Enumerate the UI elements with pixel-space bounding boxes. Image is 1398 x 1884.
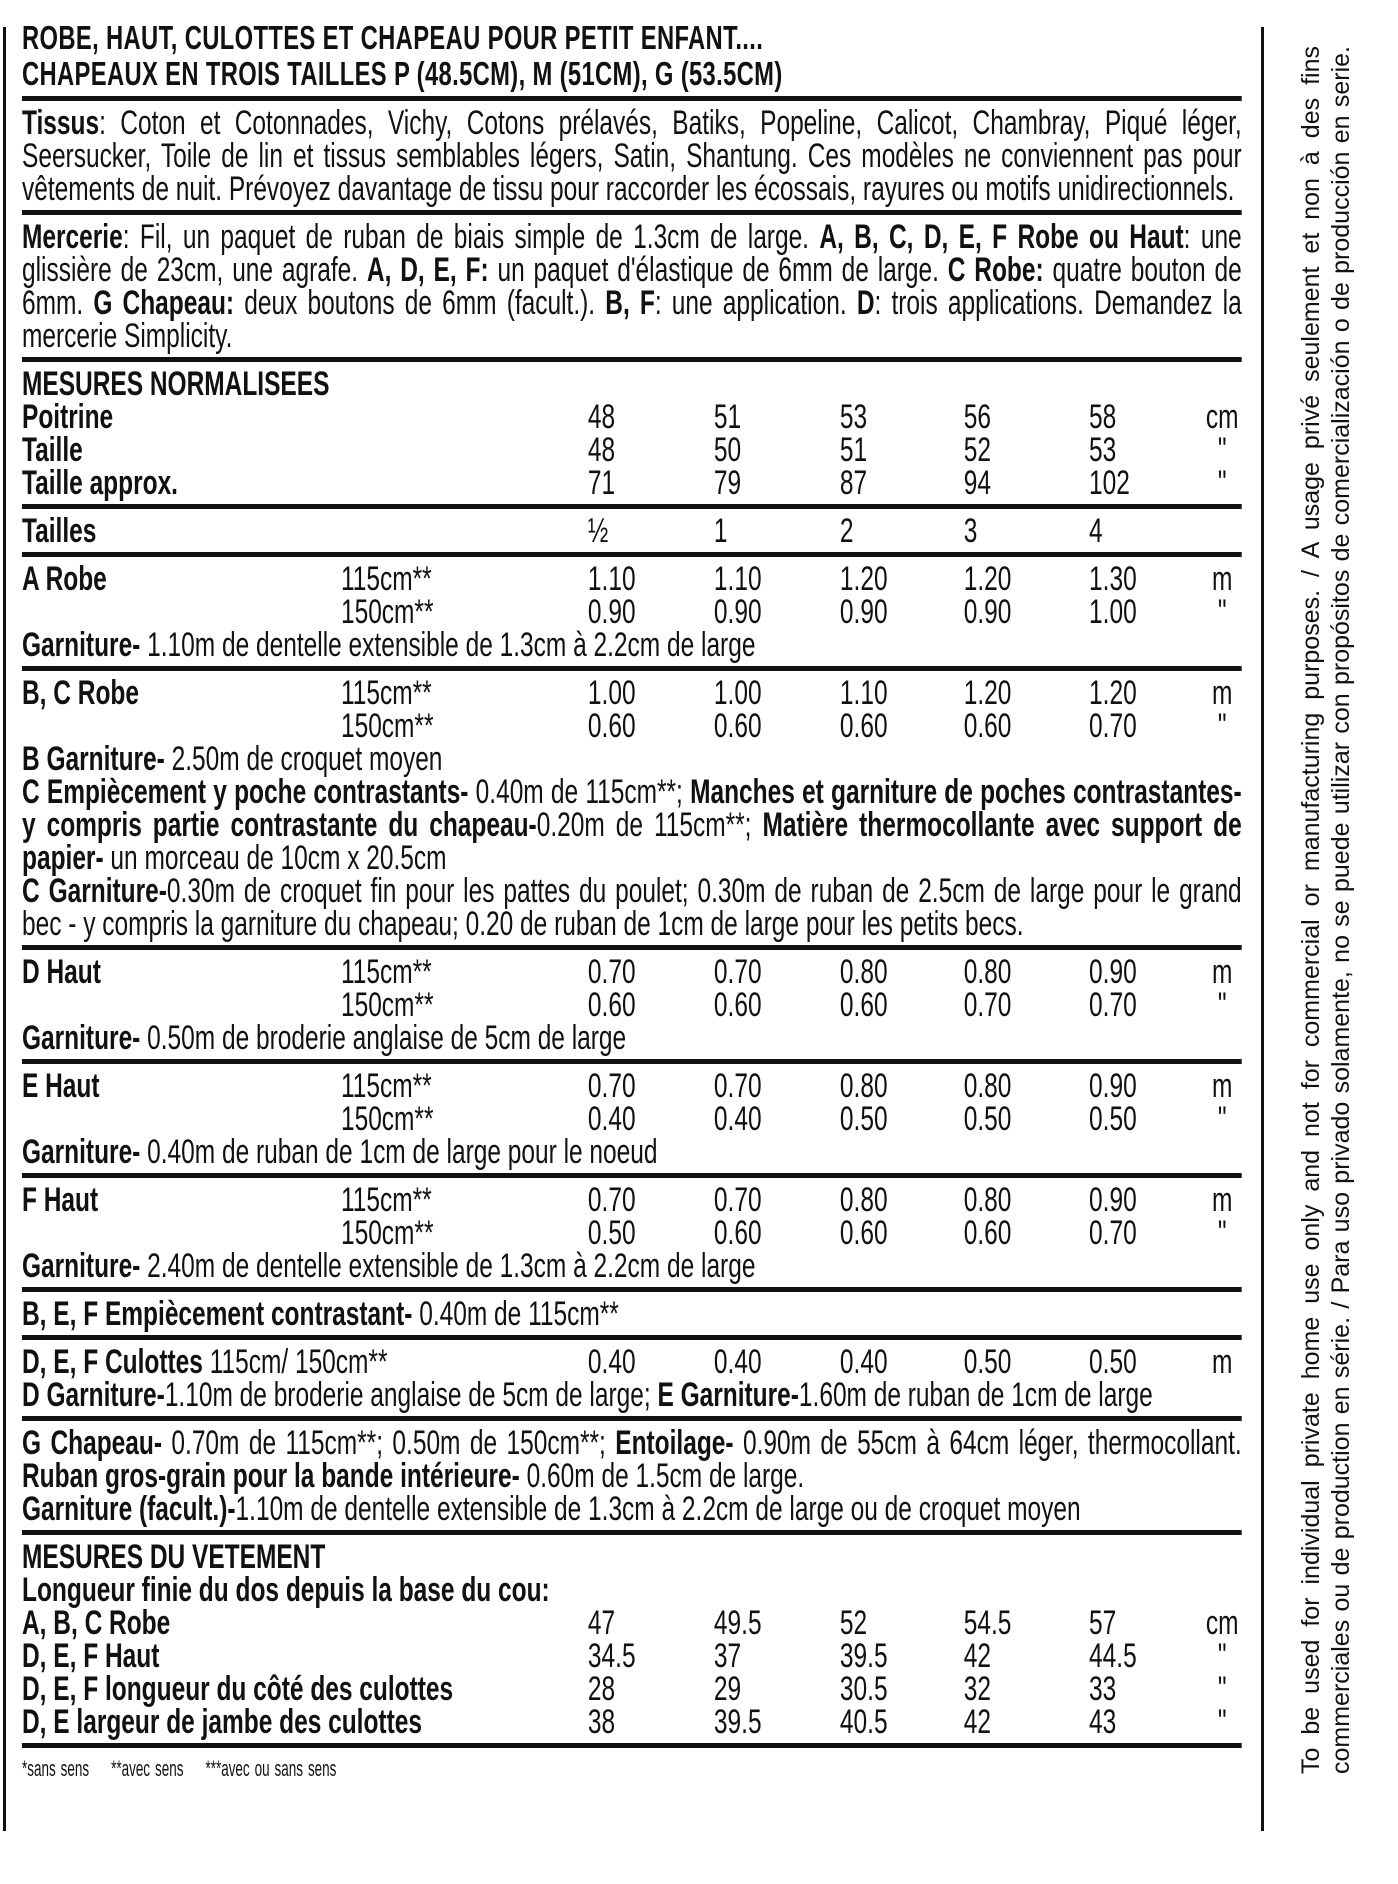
row-label-text: Poitrine <box>22 398 114 436</box>
unit: cm <box>1205 1604 1239 1642</box>
size-value: 0.70 <box>1089 986 1137 1024</box>
size-value: 0.60 <box>839 986 888 1024</box>
size-value: 50 <box>713 431 742 469</box>
fabric-width: 115cm** <box>340 953 432 991</box>
note-label: Manches et garniture de poches contrastantes- y compris partie contrastante du chapeau- <box>22 773 1242 844</box>
row-label-text: D, E, F longueur du côté des culottes <box>22 1670 454 1708</box>
size-value: 48 <box>587 431 616 469</box>
size-value: 0.80 <box>963 1067 1012 1105</box>
note-paragraph <box>22 1133 1242 1171</box>
note-label: C Robe: <box>947 251 1044 289</box>
fabric-width: 115cm** <box>340 560 432 598</box>
size-value: 51 <box>839 431 868 469</box>
note-paragraph <box>22 872 1242 943</box>
size-value: ½ <box>587 512 609 550</box>
size-value: 54.5 <box>963 1604 1012 1642</box>
note-label: B, E, F Empiècement contrastant- <box>22 1295 413 1333</box>
row-label <box>22 1067 100 1105</box>
table-row <box>22 398 1242 436</box>
size-value: 4 <box>1089 512 1103 550</box>
row-label-text: D, E, F Culottes <box>22 1343 203 1381</box>
size-value: 0.70 <box>713 953 762 991</box>
table-row <box>22 1181 1242 1219</box>
row-label-text: Taille approx. <box>22 464 178 502</box>
note-label: B Garniture- <box>22 740 165 778</box>
fabric-width: 150cm** <box>340 593 434 631</box>
section-heading: MESURES NORMALISEES <box>22 365 330 403</box>
table-row <box>22 1703 1242 1741</box>
section <box>22 362 1242 509</box>
section <box>22 1064 1242 1178</box>
size-value: 44.5 <box>1089 1637 1137 1675</box>
row-label <box>22 1637 160 1675</box>
size-value: 1.30 <box>1089 560 1137 598</box>
note-label: G Chapeau: <box>93 284 235 322</box>
size-value: 0.60 <box>587 986 636 1024</box>
size-value: 0.40 <box>587 1343 636 1381</box>
section-heading: MESURES DU VETEMENT <box>22 1538 326 1576</box>
table-row <box>22 512 1242 550</box>
size-value: 0.60 <box>963 707 1012 745</box>
note-text: 1.10m de dentelle extensible de 1.3cm à 2.2cm de large ou de croquet moyen <box>235 1490 1081 1528</box>
section <box>22 557 1242 671</box>
note-paragraph <box>22 740 1242 778</box>
size-value: 58 <box>1089 398 1117 436</box>
size-value: 48 <box>587 398 616 436</box>
size-value: 0.80 <box>963 1181 1012 1219</box>
section <box>22 101 1242 215</box>
size-value: 0.60 <box>839 1214 888 1252</box>
unit: " <box>1217 431 1227 469</box>
size-value: 0.70 <box>587 1181 636 1219</box>
table-row <box>22 431 1242 469</box>
section <box>22 1178 1242 1292</box>
unit: " <box>1217 593 1227 631</box>
note-text: : trois applications. Demandez la mercerie Simplicity. <box>22 284 1242 355</box>
note-label: G Chapeau- <box>22 1424 162 1462</box>
title-line-1: ROBE, HAUT, CULOTTES ET CHAPEAU POUR PETIT ENFANT.... <box>22 19 764 56</box>
size-value: 33 <box>1089 1670 1117 1708</box>
note-label: Garniture- <box>22 1019 141 1057</box>
size-value: 102 <box>1089 464 1130 502</box>
note-text: 0.40m de 115cm**; <box>468 773 691 811</box>
row-label <box>22 953 101 991</box>
note-text: 2.50m de croquet moyen <box>164 740 443 778</box>
section <box>22 950 1242 1064</box>
size-value: 1.20 <box>963 560 1012 598</box>
table-row <box>22 593 1242 631</box>
size-value: 0.90 <box>1089 1181 1137 1219</box>
unit: m <box>1212 953 1233 991</box>
size-value: 1.10 <box>839 674 888 712</box>
note-label: C Empiècement y poche contrastants- <box>22 773 469 811</box>
note-label: D Garniture- <box>22 1376 165 1414</box>
footer-legend-item: ***avec ou sans sens <box>205 1756 337 1781</box>
note-text: 0.40m de 115cm** <box>412 1295 619 1333</box>
size-value: 87 <box>839 464 868 502</box>
note-label: A, B, C, D, E, F Robe ou Haut <box>819 218 1184 256</box>
section <box>22 1535 1242 1748</box>
size-value: 39.5 <box>713 1703 762 1741</box>
size-value: 0.50 <box>839 1100 888 1138</box>
size-value: 42 <box>963 1637 991 1675</box>
size-value: 0.70 <box>713 1181 762 1219</box>
table-row <box>22 464 1242 502</box>
note-paragraph <box>22 104 1242 208</box>
section <box>22 1421 1242 1535</box>
table-row <box>22 1067 1242 1105</box>
note-label: Matière thermocollante avec support de papier- <box>22 806 1242 877</box>
note-paragraph <box>22 626 1242 664</box>
size-value: 1.20 <box>1089 674 1137 712</box>
row-label-text: D, E largeur de jambe des culottes <box>22 1703 422 1741</box>
size-value: 51 <box>713 398 742 436</box>
row-label-text: F Haut <box>22 1181 99 1219</box>
row-label-text: E Haut <box>22 1067 100 1105</box>
size-value: 1.00 <box>1089 593 1137 631</box>
note-text: 0.40m de ruban de 1cm de large pour le noeud <box>140 1133 658 1171</box>
table-row <box>22 1343 1242 1381</box>
size-value: 0.60 <box>963 1214 1012 1252</box>
fabric-width: 150cm** <box>340 1100 434 1138</box>
footer-legend <box>22 1748 1059 1782</box>
table-row <box>22 707 1242 745</box>
note-text: 0.20m de 115cm**; <box>536 806 763 844</box>
size-value: 49.5 <box>713 1604 762 1642</box>
table-row <box>22 1214 1242 1252</box>
size-value: 0.70 <box>1089 1214 1137 1252</box>
note-text: un morceau de 10cm x 20.5cm <box>103 839 447 877</box>
note-text: 2.40m de dentelle extensible de 1.3cm à 2.2cm de large <box>140 1247 756 1285</box>
section <box>22 1340 1242 1421</box>
size-value: 0.90 <box>839 593 888 631</box>
unit: " <box>1217 1670 1227 1708</box>
note-paragraph <box>22 1295 1242 1333</box>
note-text: : une application. <box>654 284 857 322</box>
size-value: 0.80 <box>963 953 1012 991</box>
size-value: 0.90 <box>963 593 1012 631</box>
row-label-text: D Haut <box>22 953 101 991</box>
row-label <box>22 1670 454 1708</box>
row-label <box>22 1181 99 1219</box>
size-value: 0.70 <box>963 986 1012 1024</box>
size-value: 0.60 <box>713 986 762 1024</box>
unit: " <box>1217 1637 1227 1675</box>
row-label-text: A, B, C Robe <box>22 1604 171 1642</box>
right-border <box>1261 27 1264 1831</box>
unit: m <box>1212 674 1233 712</box>
size-value: 1.10 <box>713 560 762 598</box>
size-value: 0.40 <box>713 1343 762 1381</box>
footer-legend-item: **avec sens <box>111 1756 184 1781</box>
table-row <box>22 1670 1242 1708</box>
size-value: 0.60 <box>713 1214 762 1252</box>
size-value: 0.60 <box>713 707 762 745</box>
note-text: : Fil, un paquet de ruban de biais simple de 1.3cm de large. <box>122 218 820 256</box>
unit: " <box>1217 986 1227 1024</box>
note-text: 0.60m de 1.5cm de large. <box>519 1457 805 1495</box>
size-value: 0.70 <box>587 1067 636 1105</box>
size-value: 0.60 <box>587 707 636 745</box>
size-value: 0.50 <box>587 1214 636 1252</box>
row-label-text: D, E, F Haut <box>22 1637 160 1675</box>
note-paragraph <box>22 1019 1242 1057</box>
size-value: 0.90 <box>713 593 762 631</box>
title-line-2: CHAPEAUX EN TROIS TAILLES P (48.5CM), M (51CM), G (53.5CM) <box>22 55 783 92</box>
size-value: 47 <box>587 1604 616 1642</box>
size-value: 0.40 <box>839 1343 888 1381</box>
size-value: 0.90 <box>1089 953 1137 991</box>
section-subheading: Longueur finie du dos depuis la base du cou: <box>22 1571 550 1609</box>
sections <box>22 101 1242 1748</box>
unit: m <box>1212 1343 1233 1381</box>
unit: m <box>1212 1181 1233 1219</box>
size-value: 94 <box>963 464 991 502</box>
fabric-width: 150cm** <box>340 1214 434 1252</box>
table-row <box>22 674 1242 712</box>
table-row <box>22 1100 1242 1138</box>
size-value: 1 <box>713 512 728 550</box>
table-row <box>22 560 1242 598</box>
unit: " <box>1217 1214 1227 1252</box>
size-value: 32 <box>963 1670 991 1708</box>
fabric-width: 150cm** <box>340 986 434 1024</box>
size-value: 0.80 <box>839 953 888 991</box>
size-value: 28 <box>587 1670 616 1708</box>
note-label: Garniture- <box>22 1247 141 1285</box>
size-value: 53 <box>1089 431 1117 469</box>
row-label <box>22 464 178 502</box>
note-paragraph <box>22 1424 1242 1495</box>
size-value: 0.40 <box>587 1100 636 1138</box>
size-value: 0.60 <box>839 707 888 745</box>
note-text: quatre bouton de 6mm. <box>22 251 1242 322</box>
size-value: 53 <box>839 398 868 436</box>
usage-notice-line-2: commerciales ou de production en série. / Para uso privado solamente, no se puede utilizar con propósitos de comercialización o de producción en serie. <box>1327 46 1355 1774</box>
size-value: 1.00 <box>713 674 762 712</box>
table-row <box>22 953 1242 991</box>
note-text: : une glissière de 23cm, une agrafe. <box>22 218 1242 289</box>
usage-notice <box>1296 46 1366 1774</box>
note-label: Garniture (facult.)- <box>22 1490 236 1528</box>
note-label: Ruban gros-grain pour la bande intérieure- <box>22 1457 520 1495</box>
fabric-width: 115cm** <box>340 674 432 712</box>
note-text: 0.50m de broderie anglaise de 5cm de large <box>140 1019 627 1057</box>
size-value: 0.80 <box>839 1181 888 1219</box>
row-label <box>22 1604 171 1642</box>
fabric-width: 115cm** <box>340 1067 432 1105</box>
row-label-text: B, C Robe <box>22 674 139 712</box>
page-title <box>22 20 1242 101</box>
size-value: 56 <box>963 398 991 436</box>
note-label: Garniture- <box>22 1133 141 1171</box>
size-value: 0.50 <box>1089 1343 1137 1381</box>
size-value: 52 <box>963 431 991 469</box>
note-paragraph <box>22 218 1242 355</box>
pattern-back-content <box>22 20 1242 1782</box>
size-value: 1.20 <box>839 560 888 598</box>
note-text: deux boutons de 6mm (facult.). <box>234 284 606 322</box>
row-label <box>22 431 83 469</box>
section <box>22 1292 1242 1340</box>
size-value: 1.00 <box>587 674 636 712</box>
row-width-label: 115cm/ 150cm** <box>202 1343 388 1381</box>
note-label: Mercerie <box>22 218 123 256</box>
unit: m <box>1212 1067 1233 1105</box>
size-value: 52 <box>839 1604 868 1642</box>
note-paragraph <box>22 1247 1242 1285</box>
size-value: 38 <box>587 1703 616 1741</box>
size-value: 1.20 <box>963 674 1012 712</box>
size-value: 0.90 <box>587 593 636 631</box>
note-text: 1.10m de dentelle extensible de 1.3cm à 2.2cm de large <box>140 626 756 664</box>
row-label-text: Tailles <box>22 512 97 550</box>
note-text: un paquet d'élastique de 6mm de large. <box>488 251 948 289</box>
size-value: 30.5 <box>839 1670 888 1708</box>
size-value: 79 <box>713 464 742 502</box>
section <box>22 215 1242 362</box>
fabric-width: 150cm** <box>340 707 434 745</box>
row-label <box>22 1343 388 1381</box>
note-text: : Coton et Cotonnades, Vichy, Cotons prélavés, Batiks, Popeline, Calicot, Chambray, Piqué léger, Seersucker, Toile de lin et tissus semblables légers, Satin, Shantung. Ces modèles ne conviennent pas pour vêtements de nuit. Prévoyez davantage de tissu pour raccorder les écossais, rayures ou motifs unidirectionnels. <box>22 104 1242 208</box>
left-border <box>3 27 6 1831</box>
note-label: Entoilage- <box>615 1424 734 1462</box>
size-value: 39.5 <box>839 1637 888 1675</box>
note-paragraph <box>22 1376 1242 1414</box>
note-text: 1.10m de broderie anglaise de 5cm de large; <box>164 1376 658 1414</box>
size-value: 40.5 <box>839 1703 888 1741</box>
size-value: 0.70 <box>713 1067 762 1105</box>
size-value: 0.70 <box>1089 707 1137 745</box>
note-text: 0.70m de 115cm**; 0.50m de 150cm**; <box>161 1424 616 1462</box>
size-value: 29 <box>713 1670 742 1708</box>
size-value: 42 <box>963 1703 991 1741</box>
usage-notice-line-1: To be used for individual private home use only and not for commercial or manufacturing purposes. / A usage privé seulement et non à des fins <box>1297 46 1325 1774</box>
note-paragraph <box>22 1490 1242 1528</box>
unit: m <box>1212 560 1233 598</box>
note-label: Tissus <box>22 104 100 142</box>
size-value: 0.50 <box>1089 1100 1137 1138</box>
table-row <box>22 986 1242 1024</box>
size-value: 57 <box>1089 1604 1117 1642</box>
note-text: 0.90m de 55cm à 64cm léger, thermocollant. <box>733 1424 1242 1462</box>
note-label: Garniture- <box>22 626 141 664</box>
row-label <box>22 398 114 436</box>
size-value: 2 <box>839 512 854 550</box>
note-text: 1.60m de ruban de 1cm de large <box>798 1376 1153 1414</box>
size-value: 37 <box>713 1637 742 1675</box>
size-value: 0.40 <box>713 1100 762 1138</box>
size-value: 34.5 <box>587 1637 636 1675</box>
size-value: 0.90 <box>1089 1067 1137 1105</box>
row-label-text: A Robe <box>22 560 107 598</box>
footer-legend-item: *sans sens <box>22 1756 90 1781</box>
row-label <box>22 560 107 598</box>
note-label: D <box>856 284 875 322</box>
fabric-width: 115cm** <box>340 1181 432 1219</box>
size-value: 0.50 <box>963 1343 1012 1381</box>
section <box>22 509 1242 557</box>
table-row <box>22 1604 1242 1642</box>
size-value: 3 <box>963 512 978 550</box>
unit: cm <box>1205 398 1239 436</box>
unit: " <box>1217 1100 1227 1138</box>
size-value: 0.50 <box>963 1100 1012 1138</box>
unit: " <box>1217 1703 1227 1741</box>
note-paragraph <box>22 773 1242 877</box>
note-label: E Garniture- <box>657 1376 799 1414</box>
unit: " <box>1217 464 1227 502</box>
size-value: 43 <box>1089 1703 1117 1741</box>
table-row <box>22 1637 1242 1675</box>
size-value: 0.70 <box>587 953 636 991</box>
note-text: 0.30m de croquet fin pour les pattes du poulet; 0.30m de ruban de 2.5cm de large pour le grand bec - y compris la garniture du chapeau; 0.20 de ruban de 1cm de large pour les petits becs. <box>22 872 1242 943</box>
row-label-text: Taille <box>22 431 83 469</box>
size-value: 0.80 <box>839 1067 888 1105</box>
section <box>22 671 1242 950</box>
note-label: C Garniture- <box>22 872 167 910</box>
size-value: 71 <box>587 464 616 502</box>
row-label <box>22 674 139 712</box>
row-label <box>22 1703 422 1741</box>
size-value: 1.10 <box>587 560 636 598</box>
row-label <box>22 512 97 550</box>
unit: " <box>1217 707 1227 745</box>
note-label: A, D, E, F: <box>366 251 489 289</box>
note-label: B, F <box>605 284 655 322</box>
